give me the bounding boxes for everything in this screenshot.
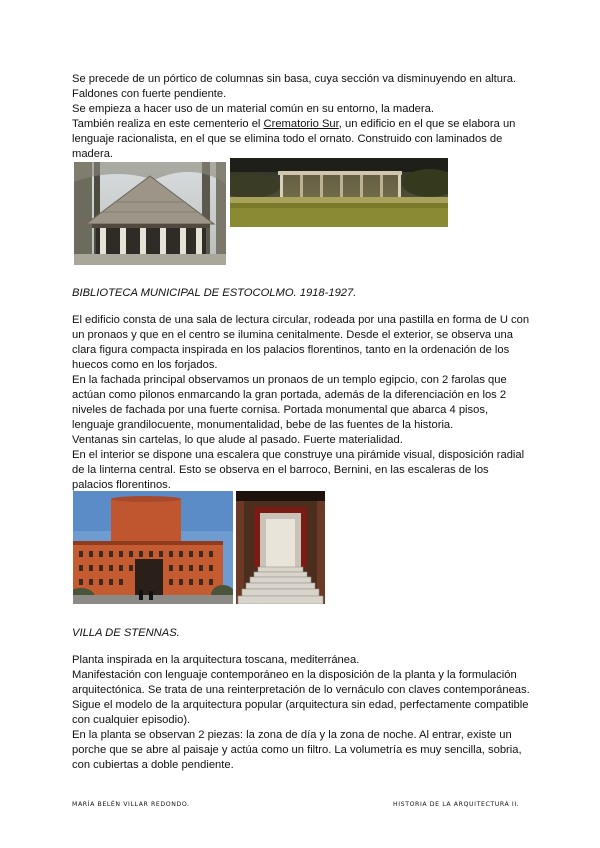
- library-staircase-photo: [236, 491, 325, 604]
- paragraph: Ventanas sin cartelas, lo que alude al pasado. Fuerte materialidad.: [72, 434, 403, 446]
- woodland-chapel-photo: [74, 162, 226, 265]
- paragraph: Se precede de un pórtico de columnas sin basa, cuya sección va disminuyendo en altura.: [72, 73, 517, 85]
- paragraph: [72, 117, 532, 162]
- crematorio-sur-link[interactable]: Crematorio Sur: [263, 118, 339, 130]
- paragraph-text: También realiza en este cementerio el: [72, 118, 264, 130]
- paragraph: El edificio consta de una sala de lectura circular, rodeada por una pastilla en forma de U con un pronaos y que en el centro se ilumina cenitalmente. Desde el exterior, se observa una clara figura compacta inspirada en los palacios florentinos, tanto en la ordenación de los huecos como en los forjados.: [72, 314, 530, 371]
- heading-villa: VILLA DE STENNAS.: [72, 627, 180, 639]
- section2-text: [72, 313, 532, 493]
- footer-course: HISTORIA DE LA ARQUITECTURA II.: [393, 801, 520, 808]
- paragraph: Manifestación con lenguaje contemporáneo en la disposición de la planta y la formulación arquitectónica. Se trata de una reinterpretación de lo vernáculo con claves contemporáneas.: [72, 669, 530, 696]
- paragraph: Sigue el modelo de la arquitectura popular (arquitectura sin edad, perfectamente compatible con cualquier episodio).: [72, 699, 529, 726]
- crematorium-portico-photo: [230, 158, 448, 227]
- library-exterior-photo: [73, 491, 233, 604]
- paragraph-text: , un edificio en el que se elabora un lenguaje racionalista, en el que se elimina todo el ornato. Construido con laminados de madera.: [72, 118, 516, 160]
- footer-author: MARÍA BELÉN VILLAR REDONDO.: [72, 801, 190, 808]
- heading-biblioteca: BIBLIOTECA MUNICIPAL DE ESTOCOLMO. 1918-1927.: [72, 287, 357, 299]
- paragraph: Planta inspirada en la arquitectura toscana, mediterránea.: [72, 654, 360, 666]
- paragraph: En el interior se dispone una escalera que construye una pirámide visual, disposición radial de la linterna central. Esto se observa en el barroco, Bernini, en las escaleras de los palacios florentinos.: [72, 449, 525, 491]
- paragraph: En la planta se observan 2 piezas: la zona de día y la zona de noche. Al entrar, existe un porche que se abre al paisaje y actúa como un filtro. La volumetría es muy sencilla, sobria, con cubiertas a doble pendiente.: [72, 729, 522, 771]
- paragraph: Faldones con fuerte pendiente.: [72, 88, 227, 100]
- section1-text: [72, 72, 532, 162]
- paragraph: En la fachada principal observamos un pronaos de un templo egipcio, con 2 farolas que actúan como pilonos enmarcando la gran portada, además de la diferenciación en los 2 niveles de fachada por una fuerte cornisa. Portada monumental que abarca 4 pisos, lenguaje grandilocuente, monumentalidad, bebe de las fuentes de la historia.: [72, 374, 507, 431]
- paragraph: Se empieza a hacer uso de un material común en su entorno, la madera.: [72, 103, 434, 115]
- section3-text: [72, 653, 532, 773]
